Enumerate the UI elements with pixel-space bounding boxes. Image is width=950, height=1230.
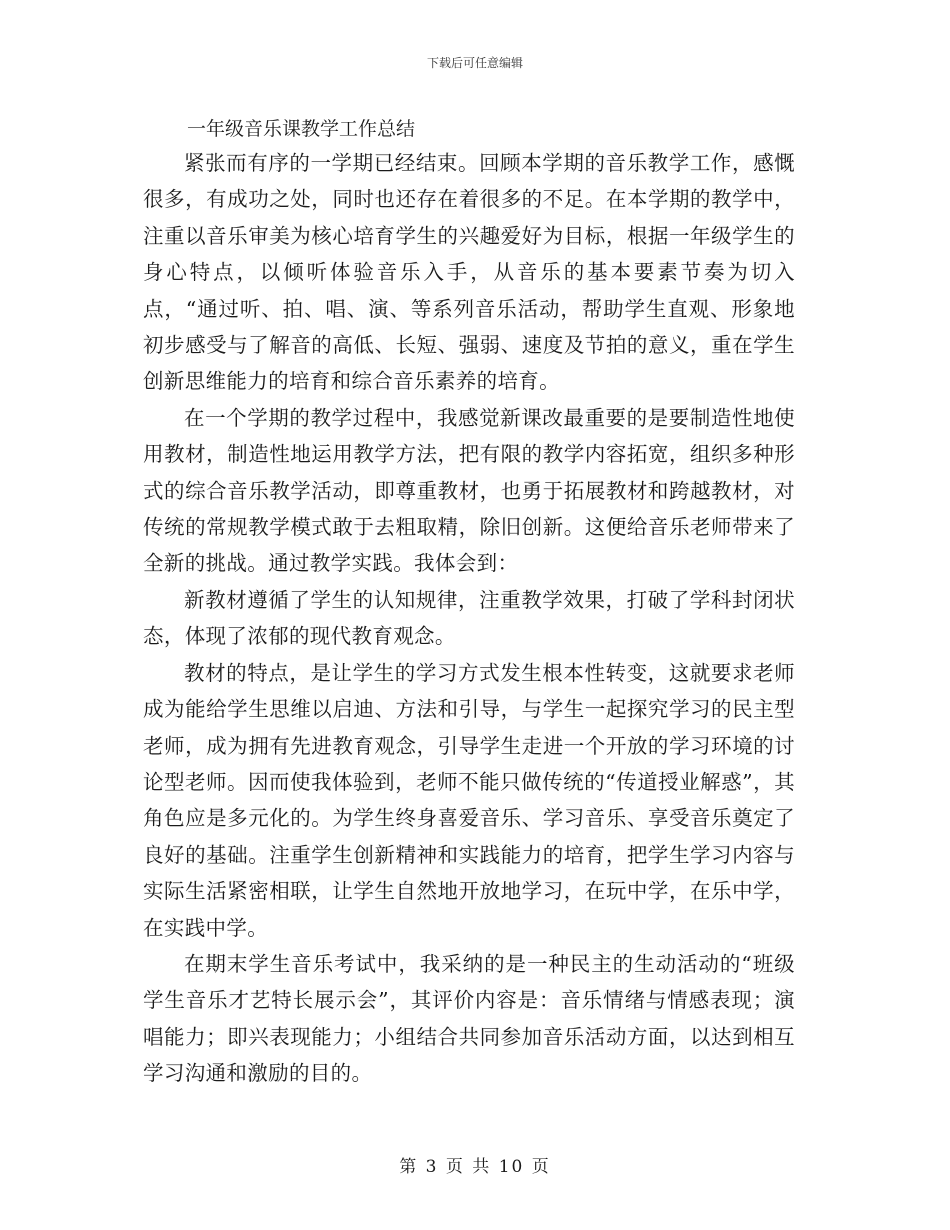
paragraph: 在期末学生音乐考试中，我采纳的是一种民主的生动活动的“班级学生音乐才艺特长展示会”，其评价内容是：音乐情绪与情感表现；演唱能力；即兴表现能力；小组结合共同参加音乐活动方面，以达到相互学习沟通和激励的目的。: [143, 951, 795, 1086]
document-title: 一年级音乐课教学工作总结: [187, 118, 416, 140]
document-body: [143, 145, 795, 1092]
paragraph: 紧张而有序的一学期已经结束。回顾本学期的音乐教学工作，感慨很多，有成功之处，同时也还存在着很多的不足。在本学期的教学中，注重以音乐审美为核心培育学生的兴趣爱好为目标，根据一年级学生的身心特点，以倾听体验音乐入手，从音乐的基本要素节奏为切入点，“通过听、拍、唱、演、等系列音乐活动，帮助学生直观、形象地初步感受与了解音的高低、长短、强弱、速度及节拍的意义，重在学生创新思维能力的培育和综合音乐素养的培育。: [143, 151, 795, 394]
page-header-note: 下载后可任意编辑: [426, 56, 523, 70]
page-number-footer: 第 3 页 共 10 页: [399, 1157, 551, 1177]
paragraph: 在一个学期的教学过程中，我感觉新课改最重要的是要制造性地使用教材，制造性地运用教学方法，把有限的教学内容拓宽，组织多种形式的综合音乐教学活动，即尊重教材，也勇于拓展教材和跨越教材，对传统的常规教学模式敢于去粗取精，除旧创新。这便给音乐老师带来了全新的挑战。通过教学实践。我体会到：: [143, 405, 795, 576]
paragraph: 教材的特点，是让学生的学习方式发生根本性转变，这就要求老师成为能给学生思维以启迪、方法和引导，与学生一起探究学习的民主型老师，成为拥有先进教育观念，引导学生走进一个开放的学习环境的讨论型老师。因而使我体验到，老师不能只做传统的“传道授业解惑”，其角色应是多元化的。为学生终身喜爱音乐、学习音乐、享受音乐奠定了良好的基础。注重学生创新精神和实践能力的培育，把学生学习内容与实际生活紧密相联，让学生自然地开放地学习，在玩中学，在乐中学，在实践中学。: [143, 660, 795, 940]
paragraph: 新教材遵循了学生的认知规律，注重教学效果，打破了学科封闭状态，体现了浓郁的现代教育观念。: [143, 587, 795, 649]
